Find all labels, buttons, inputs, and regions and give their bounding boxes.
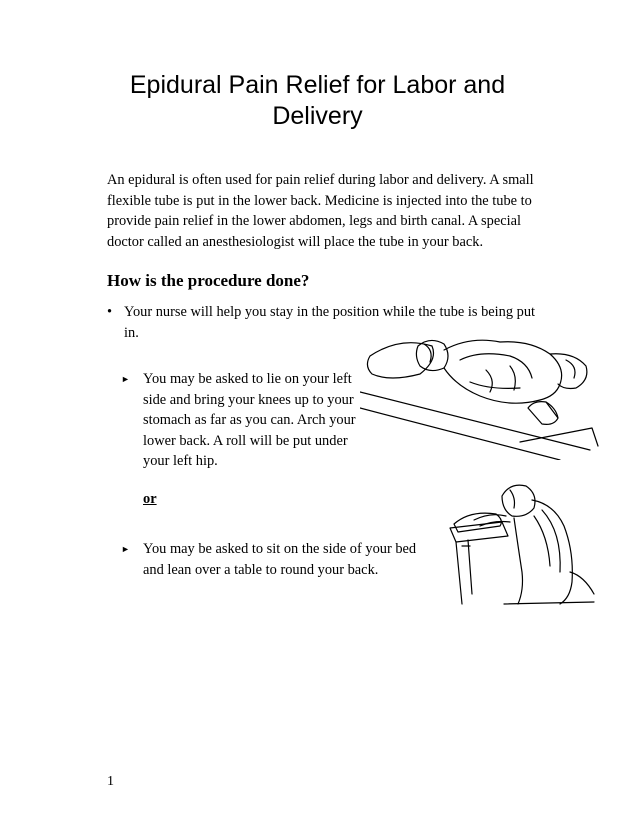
section-heading: How is the procedure done? bbox=[107, 271, 310, 290]
lying-position-illustration bbox=[360, 330, 600, 460]
or-separator: or bbox=[143, 491, 157, 507]
page-number: 1 bbox=[107, 774, 114, 789]
option-sitting-text: You may be asked to sit on the side of your bed and lean over a table to round your back. bbox=[143, 541, 417, 578]
intro-paragraph: An epidural is often used for pain relief during labor and delivery. A small flexible tube is put in the lower back. Medicine is injected into the tube to provide pain relief in the lower abdomen, legs and birth canal. A special doctor called an anesthesiologist will place the tube in your back. bbox=[107, 172, 534, 250]
option-sitting-item bbox=[121, 539, 431, 580]
sitting-position-illustration bbox=[444, 476, 604, 611]
arrow-bullet-icon: ► bbox=[121, 374, 130, 384]
page-title: Epidural Pain Relief for Labor and Delivery bbox=[129, 71, 506, 130]
bullet-text: Your nurse will help you stay in the position while the tube is being put in. bbox=[124, 304, 536, 341]
bullet-marker: • bbox=[107, 304, 113, 320]
option-lying-text: You may be asked to lie on your left side and bring your knees up to your stomach as far as you can. Arch your lower back. A roll will be put under your left hip. bbox=[143, 371, 356, 469]
arrow-bullet-icon: ► bbox=[121, 544, 130, 554]
option-lying-item bbox=[121, 369, 371, 472]
